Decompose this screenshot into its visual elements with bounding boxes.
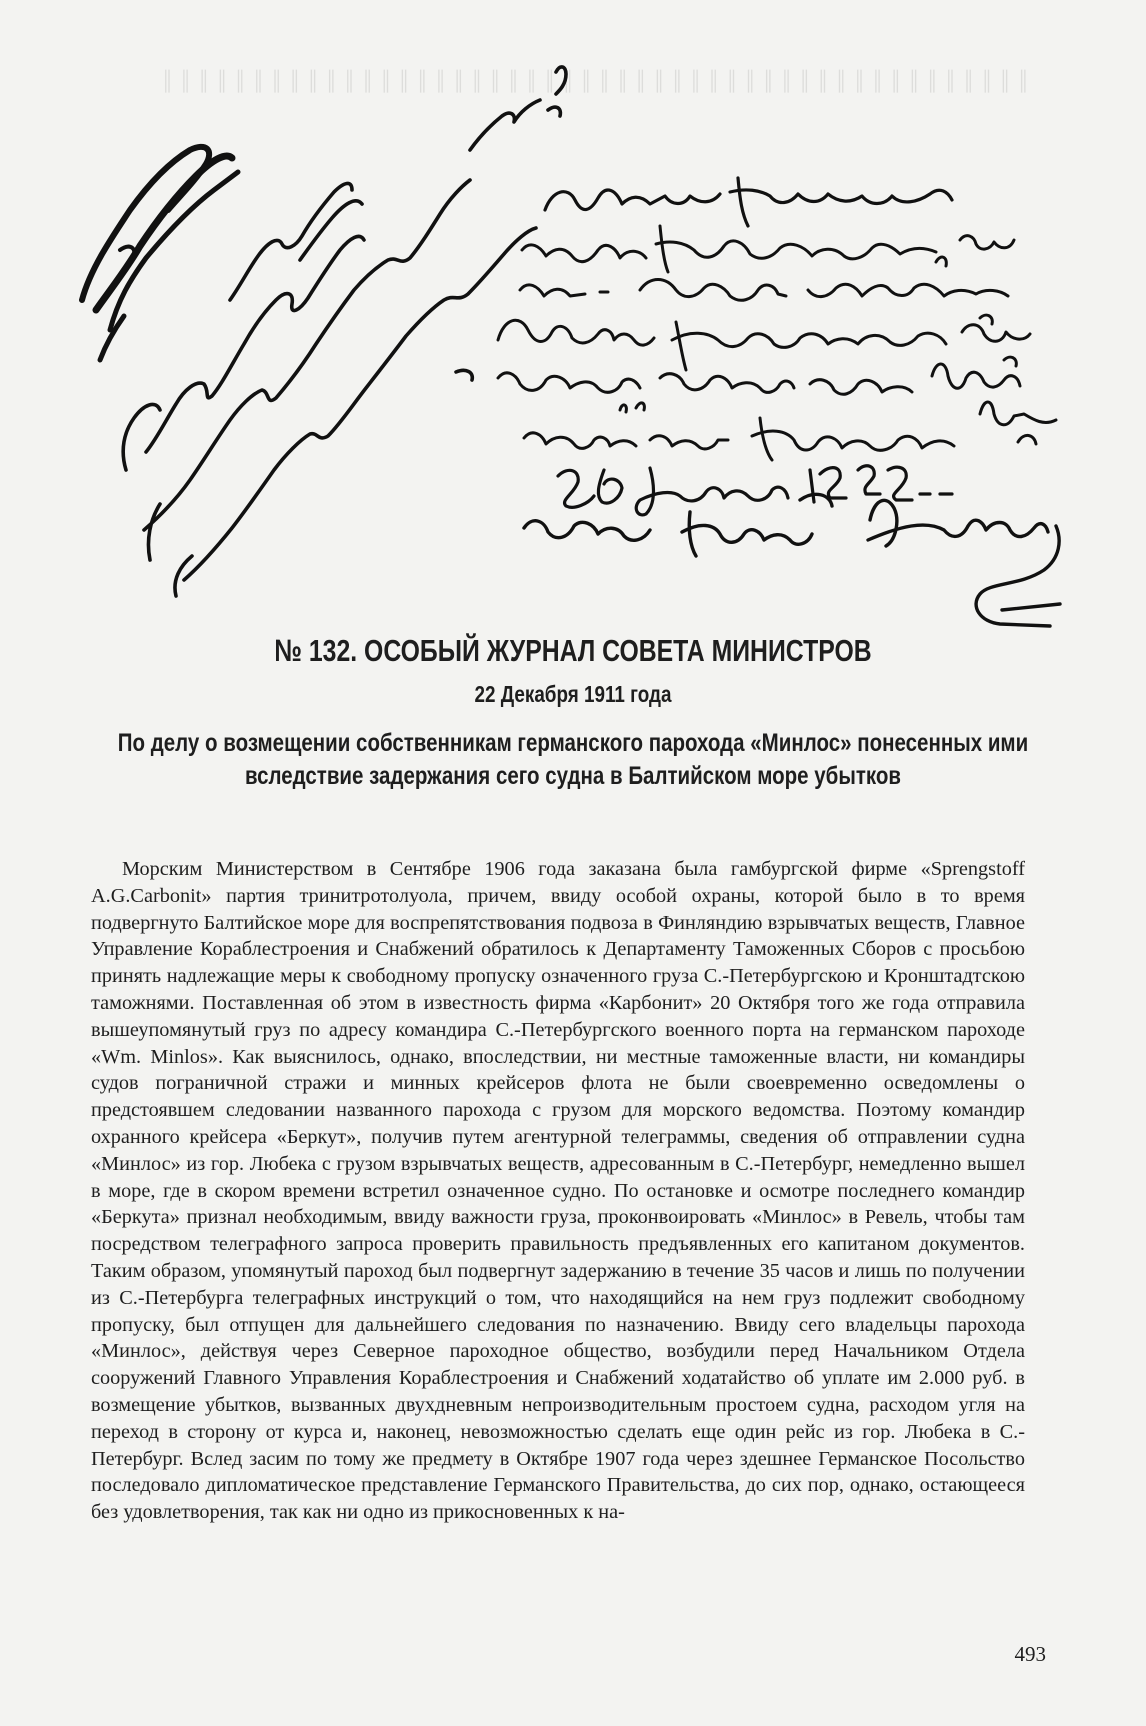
handwritten-resolution	[0, 0, 1146, 660]
resolution-line-1	[545, 178, 952, 226]
resolution-line-6	[524, 402, 1056, 460]
body-paragraph: Морским Министерством в Сентябре 1906 года заказана была гамбургской фирме «Sprengstoff A.G.Carbonit» партия тринитротолуола, причем, ввиду особой охраны, которой было в то время подвергнуто Балтийское море для воспрепятствования подвоза в Финляндию взрывчатых веществ, Главное Управление Кораблестроения и Снабжений обратилось к Департаменту Таможенных Сборов с просьбою принять надлежащие меры к свободному пропуску означенного груза С.-Петербургскою и Кронштадтскою таможнями. Поставленная об этом в известность фирма «Карбонит» 20 Октября того же года отправила вышеупомянутый груз по адресу командира С.-Петербургского военного порта на германском пароходе «Wm. Minlos». Как выяснилось, однако, впоследствии, ни местные таможенные власти, ни командиры судов пограничной стражи и минных крейсеров флота не были своевременно осведомлены о предстоявшем следовании названного парохода с грузом для морского ведомства. Поэтому командир охранного крейсера «Беркут», получив путем агентурной телеграммы, сведения об отправлении судна «Минлос» из гор. Любека с грузом взрывчатых веществ, адресованным в С.-Петербург, немедленно вышел в море, где в скором времени встретил означенное судно. По остановке и осмотре последнего командир «Беркута» признал необходимым, ввиду важности груза, проконвоировать «Минлос» в Ревель, чтобы там посредством телеграфного запроса проверить правильность предъявленных его капитаном документов. Таким образом, упомянутый пароход был подвергнут задержанию в течение 35 часов и лишь по получении из С.-Петербурга телеграфных инструкций о том, что находящийся на нем груз подлежит свободному пропуску, был отпущен для дальнейшего следования по назначению. Ввиду сего владельцы парохода «Минлос», действуя через Северное пароходное общество, возбудили перед Начальником Отдела сооружений Главного Управления Кораблестроения и Снабжений ходатайство об уплате им 2.000 руб. в возмещение убытков, вызванных двухдневным непроизводительным простоем судна, расходом угля на переход в сторону от курса и, наконец, невозможностью сделать еще один рейс из гор. Любека в С.-Петербург. Вслед засим по тому же предмету в Октябре 1907 года через здешнее Германское Посольство последовало дипломатическое представление Германского Правительства, до сих пор, однако, остающееся без удовлетворения, так как ни одно из прикосновенных к на-	[91, 858, 1025, 1524]
resolution-line-2	[522, 226, 1014, 272]
page-number: 493	[1014, 1642, 1046, 1666]
resolution-line-5	[498, 357, 1020, 394]
bleed-through-text: ║ ║ ║ ║ ║ ║ ║ ║ ║ ║ ║ ║ ║ ║ ║ ║ ║ ║ ║ ║ ║ ║ ║ ║ ║ ║ ║ ║ ║ ║ ║ ║ ║ ║ ║ ║ ║ ║ ║ ║ ║ ║ ║ ║ ║ ║ ║ ║	[160, 71, 1030, 92]
document-subtitle: По делу о возмещении собственникам германского парохода «Минлос» понесенных ими вследствие задержания сего судна в Балтийском море убытков	[117, 729, 1029, 790]
resolution-line-4	[498, 315, 1030, 370]
document-title: № 132. ОСОБЫЙ ЖУРНАЛ СОВЕТА МИНИСТРОВ	[274, 633, 872, 668]
document-date: 22 Декабря 1911 года	[474, 681, 672, 707]
resolution-signature	[524, 494, 1060, 626]
margin-note	[82, 67, 566, 596]
resolution-line-3	[520, 257, 1008, 300]
